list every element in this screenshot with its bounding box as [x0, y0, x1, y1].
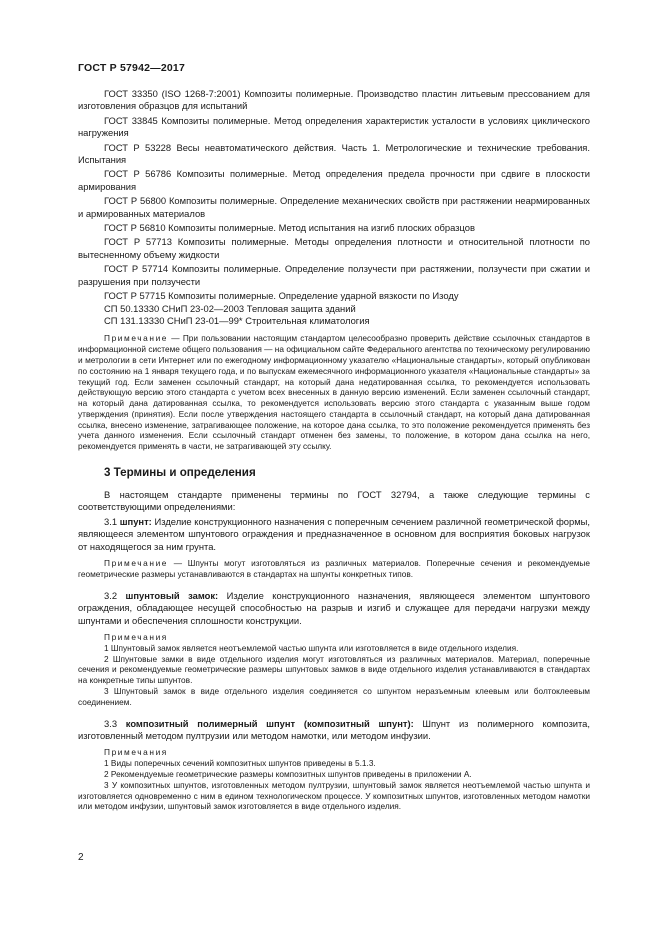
section-title: 3 Термины и определения	[104, 466, 256, 480]
note-text: — При пользовании настоящим стандартом целесообразно проверить действие ссылочных стандартов в информационной системе общего пользования — на официальном сайте Федерального агентства по техническому регулированию и метрологии в сети Интернет или по ежегодному информационному указателю «Национальные стандарты», который опубликован по состоянию на 1 января текущего года, и по выпускам ежемесячного информационного указателя «Национальные стандарты» за текущий год. Если заменен ссылочный стандарт, на который дана недатированная ссылка, то рекомендуется использовать действующую версию этого стандарта с учетом всех внесенных в данную версию изменений. Если заменен ссылочный стандарт, на который дана датированная ссылка, то рекомендуется использовать версию этого стандарта с указанным выше годом утверждения (принятия). Если после утверждения настоящего стандарта в ссылочный стандарт, на который дана датированная ссылка, внесено изменение, затрагивающее положение, на которое дана ссылка, то это положение рекомендуется применять без учета данного изменения. Если ссылочный стандарт отменен без замены, то положение, в котором дана ссылка на него, рекомендуется применять в части, не затрагивающей эту ссылку.	[78, 333, 590, 452]
term-name: шпунт:	[119, 515, 152, 527]
page-number: 2	[78, 852, 84, 863]
note-label: Примечание	[104, 558, 169, 569]
reference-item: ГОСТ 33845 Композиты полимерные. Метод определения характеристик усталости в условиях циклического нагружения	[78, 114, 590, 139]
reference-item: СП 131.13330 СНиП 23-01—99* Строительная климатология	[104, 314, 370, 326]
term-definition: Шпунт из полимерного композита, изготовленный методом пултрузии или методом намотки, или методом инфузии.	[78, 717, 590, 741]
document-header: ГОСТ Р 57942—2017	[78, 62, 186, 74]
term-number: 3.3	[104, 717, 126, 729]
reference-item: ГОСТ Р 53228 Весы неавтоматического действия. Часть 1. Метрологические и технические требования. Испытания	[78, 141, 590, 166]
reference-item: ГОСТ Р 56800 Композиты полимерные. Определение механических свойств при растяжении неармированных и армированных материалов	[78, 195, 590, 219]
reference-item: ГОСТ Р 56786 Композиты полимерные. Метод определения предела прочности при сдвиге в плоскости армирования	[78, 168, 590, 192]
term-number: 3.1	[104, 515, 120, 527]
term-name: шпунтовый замок:	[125, 589, 219, 601]
term-3-1	[78, 516, 590, 553]
reference-item: ГОСТ Р 57714 Композиты полимерные. Определение ползучести при растяжении, ползучести при сжатии и разрушения при ползучести	[78, 263, 590, 287]
reference-item: СП 50.13330 СНиП 23-02—2003 Тепловая защита зданий	[104, 302, 356, 314]
notes-label: Примечания	[104, 631, 168, 642]
term-name: композитный полимерный шпунт (композитный шпунт):	[125, 717, 414, 729]
note-item: 2 Шпунтовые замки в виде отдельного изделия могут изготовляться из различных материалов. Материал, поперечные сечения и рекомендуемые геометрические размеры шпунтовых замков в виде отдельного изделия устанавливаются в стандартах на конкретные типы шпунтов.	[78, 653, 590, 686]
note-item: 2 Рекомендуемые геометрические размеры композитных шпунтов приведены в приложении А.	[104, 768, 472, 779]
term-definition: Изделие конструкционного назначения, являющееся элементом шпунтового ограждения, обладающее несущей способностью на разрыв и изгиб и служащее для передачи нагрузки между шпунтами и обеспечения сплошности конструкции.	[78, 589, 590, 626]
note-text: — Шпунты могут изготовляться из различных материалов. Поперечные сечения и рекомендуемые геометрические размеры устанавливаются в стандартах на шпунты конкретных типов.	[78, 558, 590, 579]
reference-item: ГОСТ Р 56810 Композиты полимерные. Метод испытания на изгиб плоских образцов	[104, 222, 475, 234]
note-item: 3 У композитных шпунтов, изготовленных методом пултрузии, шпунтовый замок является неотъемлемой частью шпунта и изготовляется одновременно с ним в едином технологическом процессе. У композитных шпунтов, изготовленных методом намотки или методом инфузии, шпунтовый замок изготовляется в виде отдельного изделия.	[78, 779, 590, 812]
term-3-3	[78, 718, 590, 743]
document-body	[78, 88, 590, 812]
note-item: 3 Шпунтовый замок в виде отдельного изделия соединяется со шпунтом неразъемным клеевым или болтоклеевым соединением.	[78, 685, 590, 707]
term-3-1-note	[78, 558, 590, 580]
references-note	[78, 333, 590, 452]
note-item: 1 Виды поперечных сечений композитных шпунтов приведены в 5.1.3.	[104, 758, 376, 769]
reference-item: ГОСТ Р 57715 Композиты полимерные. Определение ударной вязкости по Изоду	[104, 290, 459, 302]
term-number: 3.2	[104, 589, 126, 601]
reference-item: ГОСТ 33350 (ISO 1268-7:2001) Композиты полимерные. Производство пластин литьевым прессованием для изготовления образцов для испытаний	[78, 88, 590, 112]
note-label: Примечание	[104, 333, 169, 344]
term-3-2	[78, 590, 590, 627]
section-intro: В настоящем стандарте применены термины по ГОСТ 32794, а также следующие термины с соответствующими определениями:	[78, 489, 590, 513]
notes-label: Примечания	[104, 747, 168, 758]
note-item: 1 Шпунтовый замок является неотъемлемой частью шпунта или изготовляется в виде отдельного изделия.	[104, 642, 519, 653]
reference-item: ГОСТ Р 57713 Композиты полимерные. Методы определения плотности и относительной плотности по вытесненному объему жидкости	[78, 236, 590, 260]
term-definition: Изделие конструкционного назначения с поперечным сечением различной геометрической формы, являющееся элементом шпунтового ограждения и предназначенное в основном для восприятия боковых нагрузок от находящегося за ним грунта.	[78, 515, 591, 552]
references-list	[78, 88, 590, 327]
